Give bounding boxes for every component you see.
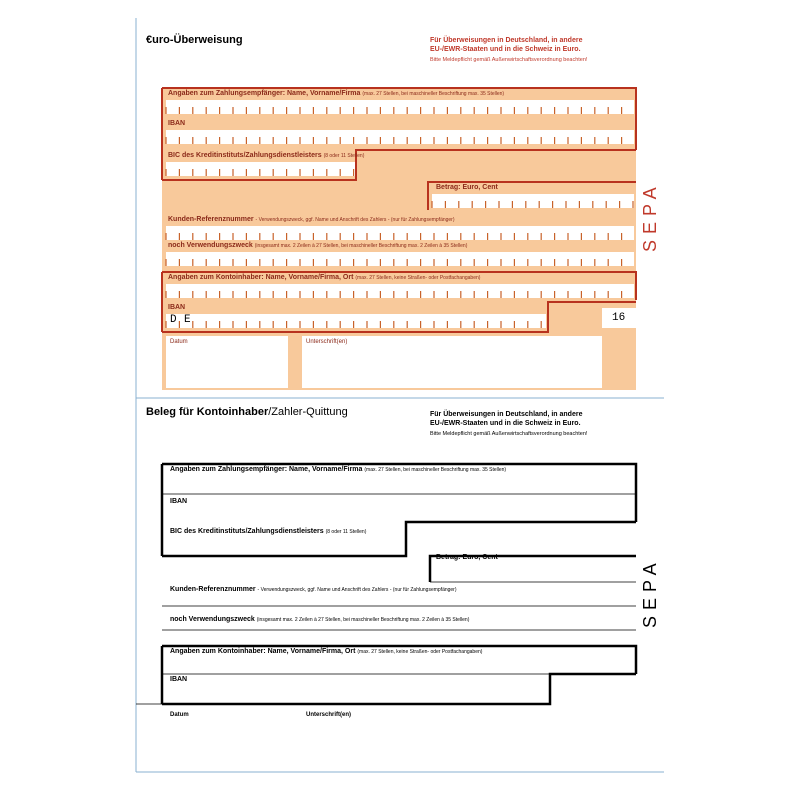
top-header-line-2: EU-/EWR-Staaten und in die Schweiz in Euro.: [430, 46, 581, 53]
bottom-purpose-hint: (insgesamt max. 2 Zeilen à 27 Stellen, bei maschineller Beschriftung max. 2 Zeilen à 35 Stellen): [256, 617, 470, 623]
bottom-purpose-label: [170, 616, 469, 623]
top-bic-label-text: BIC des Kreditinstituts/Zahlungsdienstleisters: [168, 152, 322, 159]
bottom-holder-label: [170, 648, 482, 655]
bottom-purpose-label-text: noch Verwendungszweck: [170, 616, 255, 623]
bottom-bic-hint: (8 oder 11 Stellen): [325, 529, 367, 535]
top-form-title: €uro-Überweisung: [146, 34, 243, 46]
bottom-header-note: Bitte Meldepflicht gemäß Außenwirtschaftsverordnung beachten!: [430, 431, 588, 437]
top-header-note: Bitte Meldepflicht gemäß Außenwirtschaftsverordnung beachten!: [430, 57, 588, 63]
bottom-payee-hint: (max. 27 Stellen, bei maschineller Beschriftung max. 35 Stellen): [364, 467, 507, 473]
top-holder-iban-label: IBAN: [168, 304, 186, 311]
top-amount-label: Betrag: Euro, Cent: [436, 184, 498, 191]
top-holder-hint: (max. 27 Stellen, keine Straßen- oder Postfachangaben): [355, 275, 481, 281]
top-date-label: Datum: [170, 339, 188, 345]
bottom-signature-label: Unterschrift(en): [306, 712, 352, 718]
bottom-form-title: [146, 406, 348, 418]
top-reference-hint: - Verwendungszweck, ggf. Name und Anschrift des Zahlers - (nur für Zahlungsempfänger): [255, 217, 455, 223]
bottom-holder-iban-label: IBAN: [170, 676, 188, 683]
top-sepa-mark: SEPA: [640, 181, 660, 252]
bottom-reference-label: [170, 586, 457, 593]
top-payee-hint: (max. 27 Stellen, bei maschineller Beschriftung max. 35 Stellen): [362, 91, 505, 97]
top-purpose-hint: (insgesamt max. 2 Zeilen à 27 Stellen, bei maschineller Beschriftung max. 2 Zeilen à 35 Stellen): [254, 243, 468, 249]
bottom-amount-label: Betrag: Euro, Cent: [436, 554, 498, 561]
bottom-header-line-1: Für Überweisungen in Deutschland, in andere: [430, 411, 583, 418]
bottom-title-rest: /Zahler-Quittung: [268, 406, 348, 418]
top-purpose-label-text: noch Verwendungszweck: [168, 242, 253, 249]
top-signature-label: Unterschrift(en): [306, 339, 348, 345]
bottom-payee-label-text: Angaben zum Zahlungsempfänger: Name, Vorname/Firma: [170, 466, 363, 473]
bottom-reference-label-text: Kunden-Referenznummer: [170, 586, 256, 593]
top-header-line-1: Für Überweisungen in Deutschland, in andere: [430, 37, 583, 44]
iban-prefix-e: E: [184, 314, 191, 326]
bottom-header-line-2: EU-/EWR-Staaten und in die Schweiz in Euro.: [430, 420, 581, 427]
top-bic-hint: (8 oder 11 Stellen): [323, 153, 365, 159]
bottom-bic-label-text: BIC des Kreditinstituts/Zahlungsdienstleisters: [170, 528, 324, 535]
bottom-holder-hint: (max. 27 Stellen, keine Straßen- oder Postfachangaben): [357, 649, 483, 655]
form-code: 16: [612, 312, 626, 324]
bottom-date-label: Datum: [170, 712, 189, 718]
bottom-iban-label: IBAN: [170, 498, 188, 505]
bottom-payee-label: [170, 466, 506, 473]
top-reference-label-text: Kunden-Referenznummer: [168, 216, 254, 223]
top-holder-label-text: Angaben zum Kontoinhaber: Name, Vorname/Firma, Ort: [168, 274, 354, 281]
bottom-title-bold: Beleg für Kontoinhaber: [146, 406, 269, 418]
top-payee-label-text: Angaben zum Zahlungsempfänger: Name, Vorname/Firma: [168, 90, 361, 97]
bottom-reference-hint: - Verwendungszweck, ggf. Name und Anschrift des Zahlers - (nur für Zahlungsempfänger): [257, 587, 457, 593]
bottom-holder-label-text: Angaben zum Kontoinhaber: Name, Vorname/Firma, Ort: [170, 648, 356, 655]
iban-prefix-d: D: [170, 314, 177, 326]
bottom-bic-label: [170, 528, 366, 535]
top-iban-label: IBAN: [168, 120, 186, 127]
bottom-sepa-mark: SEPA: [640, 557, 660, 628]
